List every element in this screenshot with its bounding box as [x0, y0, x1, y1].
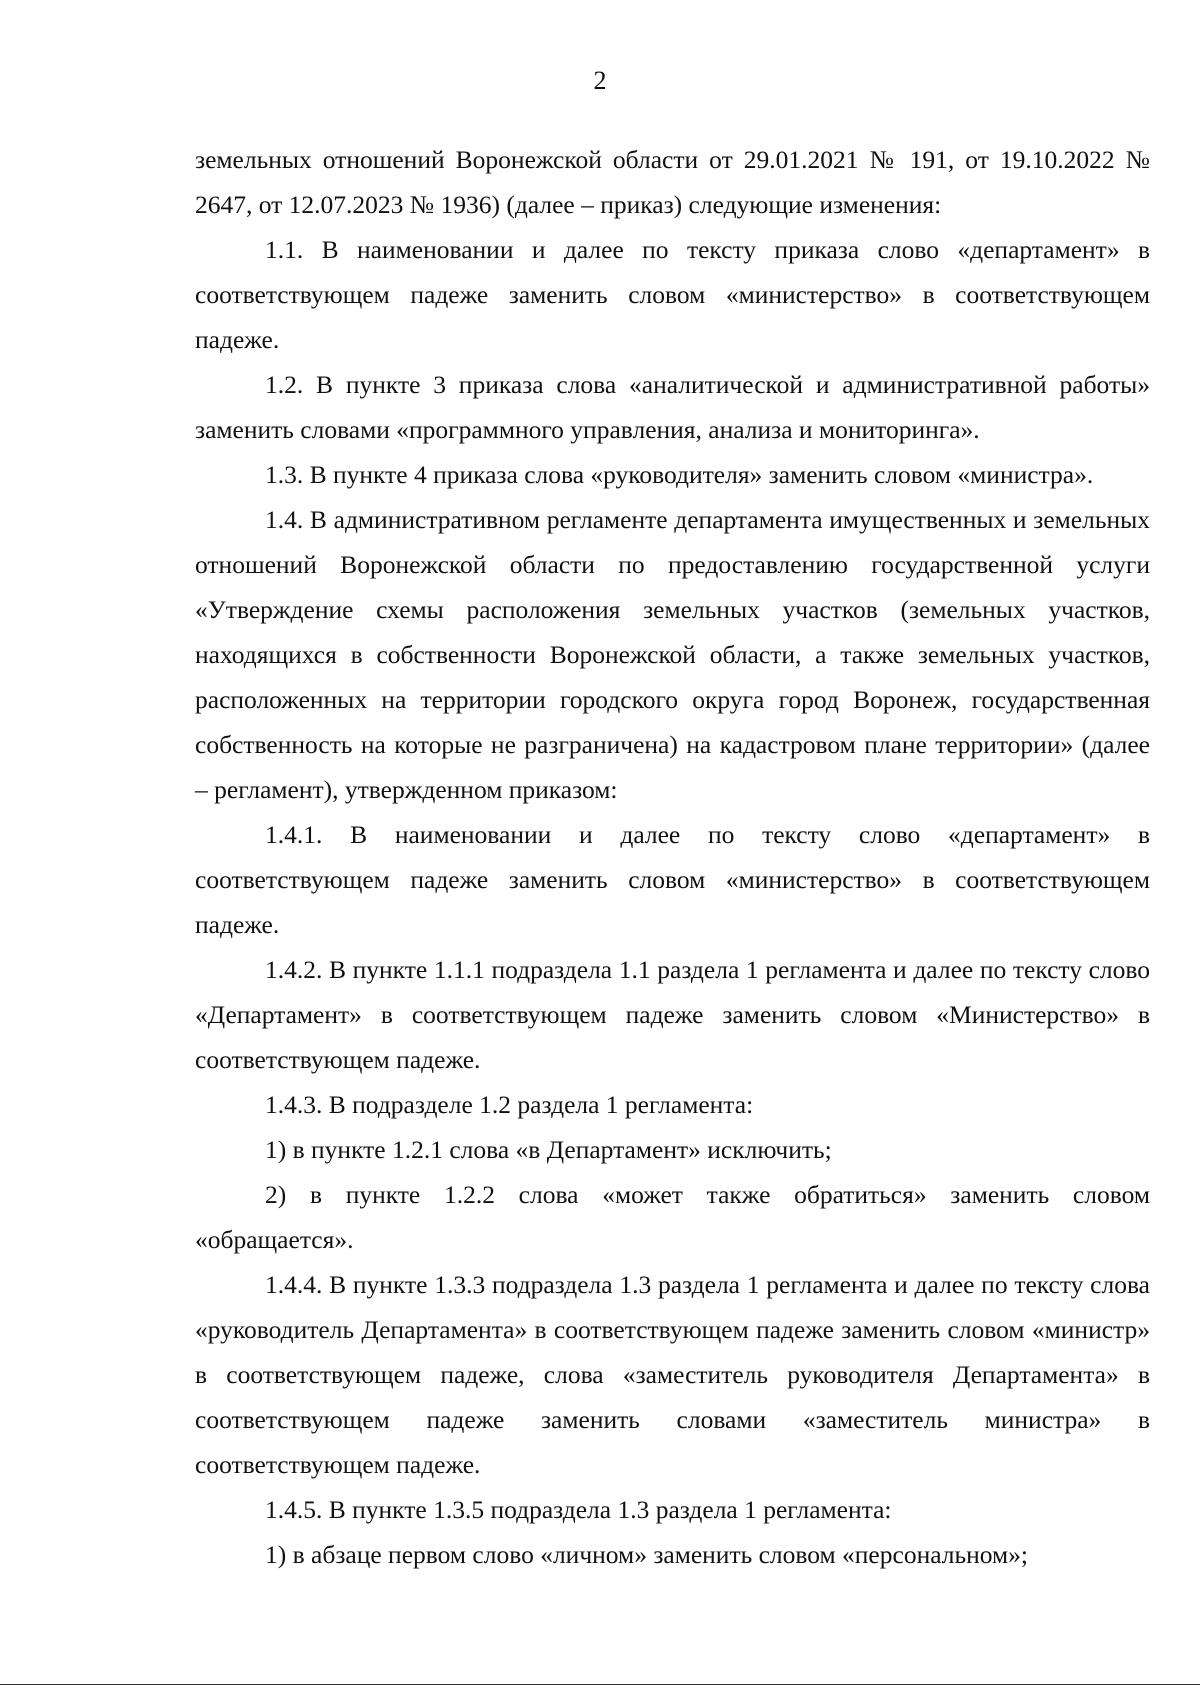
paragraph-1-4-3: 1.4.3. В подразделе 1.2 раздела 1 регламента:	[265, 1090, 754, 1119]
paragraph-1-1: 1.1. В наименовании и далее по тексту приказа слово «департамент» в соответствующем падеже заменить словом «министерство» в соответствующем падеже.	[195, 235, 1150, 354]
paragraph-1-4-5: 1.4.5. В пункте 1.3.5 подраздела 1.3 раздела 1 регламента:	[265, 1495, 892, 1524]
document-body	[195, 137, 1150, 1577]
paragraph-1-4-1: 1.4.1. В наименовании и далее по тексту слово «департамент» в соответствующем падеже заменить словом «министерство» в соответствующем падеже.	[195, 820, 1150, 939]
paragraph-1-2: 1.2. В пункте 3 приказа слова «аналитической и административной работы» заменить словами «программного управления, анализа и мониторинга».	[195, 370, 1150, 444]
paragraph-1-4-4: 1.4.4. В пункте 1.3.3 подраздела 1.3 раздела 1 регламента и далее по тексту слова «руководитель Департамента» в соответствующем падеже заменить словом «министр» в соответствующем падеже, слова «заместитель руководителя Департамента» в соответствующем падеже заменить словами «заместитель министра» в соответствующем падеже.	[195, 1270, 1150, 1479]
paragraph-1-4-3-item-2: 2) в пункте 1.2.2 слова «может также обратиться» заменить словом «обращается».	[195, 1180, 1150, 1254]
paragraph-1-4-5-item-1: 1) в абзаце первом слово «личном» заменить словом «персональном»;	[265, 1540, 1028, 1569]
page-number: 2	[593, 66, 607, 95]
paragraph-intro: земельных отношений Воронежской области от 29.01.2021 № 191, от 19.10.2022 № 2647, от 12.07.2023 № 1936) (далее – приказ) следующие изменения:	[195, 145, 1150, 219]
paragraph-1-4: 1.4. В административном регламенте департамента имущественных и земельных отношений Воронежской области по предоставлению государственной услуги «Утверждение схемы расположения земельных участков (земельных участков, находящихся в собственности Воронежской области, а также земельных участков, расположенных на территории городского округа город Воронеж, государственная собственность на которые не разграничена) на кадастровом плане территории» (далее – регламент), утвержденном приказом:	[195, 505, 1150, 804]
page-bottom-rule	[0, 1684, 1200, 1685]
paragraph-1-4-2: 1.4.2. В пункте 1.1.1 подраздела 1.1 раздела 1 регламента и далее по тексту слово «Департамент» в соответствующем падеже заменить словом «Министерство» в соответствующем падеже.	[195, 955, 1150, 1074]
paragraph-1-3: 1.3. В пункте 4 приказа слова «руководителя» заменить словом «министра».	[265, 460, 1094, 489]
paragraph-1-4-3-item-1: 1) в пункте 1.2.1 слова «в Департамент» исключить;	[265, 1135, 832, 1164]
